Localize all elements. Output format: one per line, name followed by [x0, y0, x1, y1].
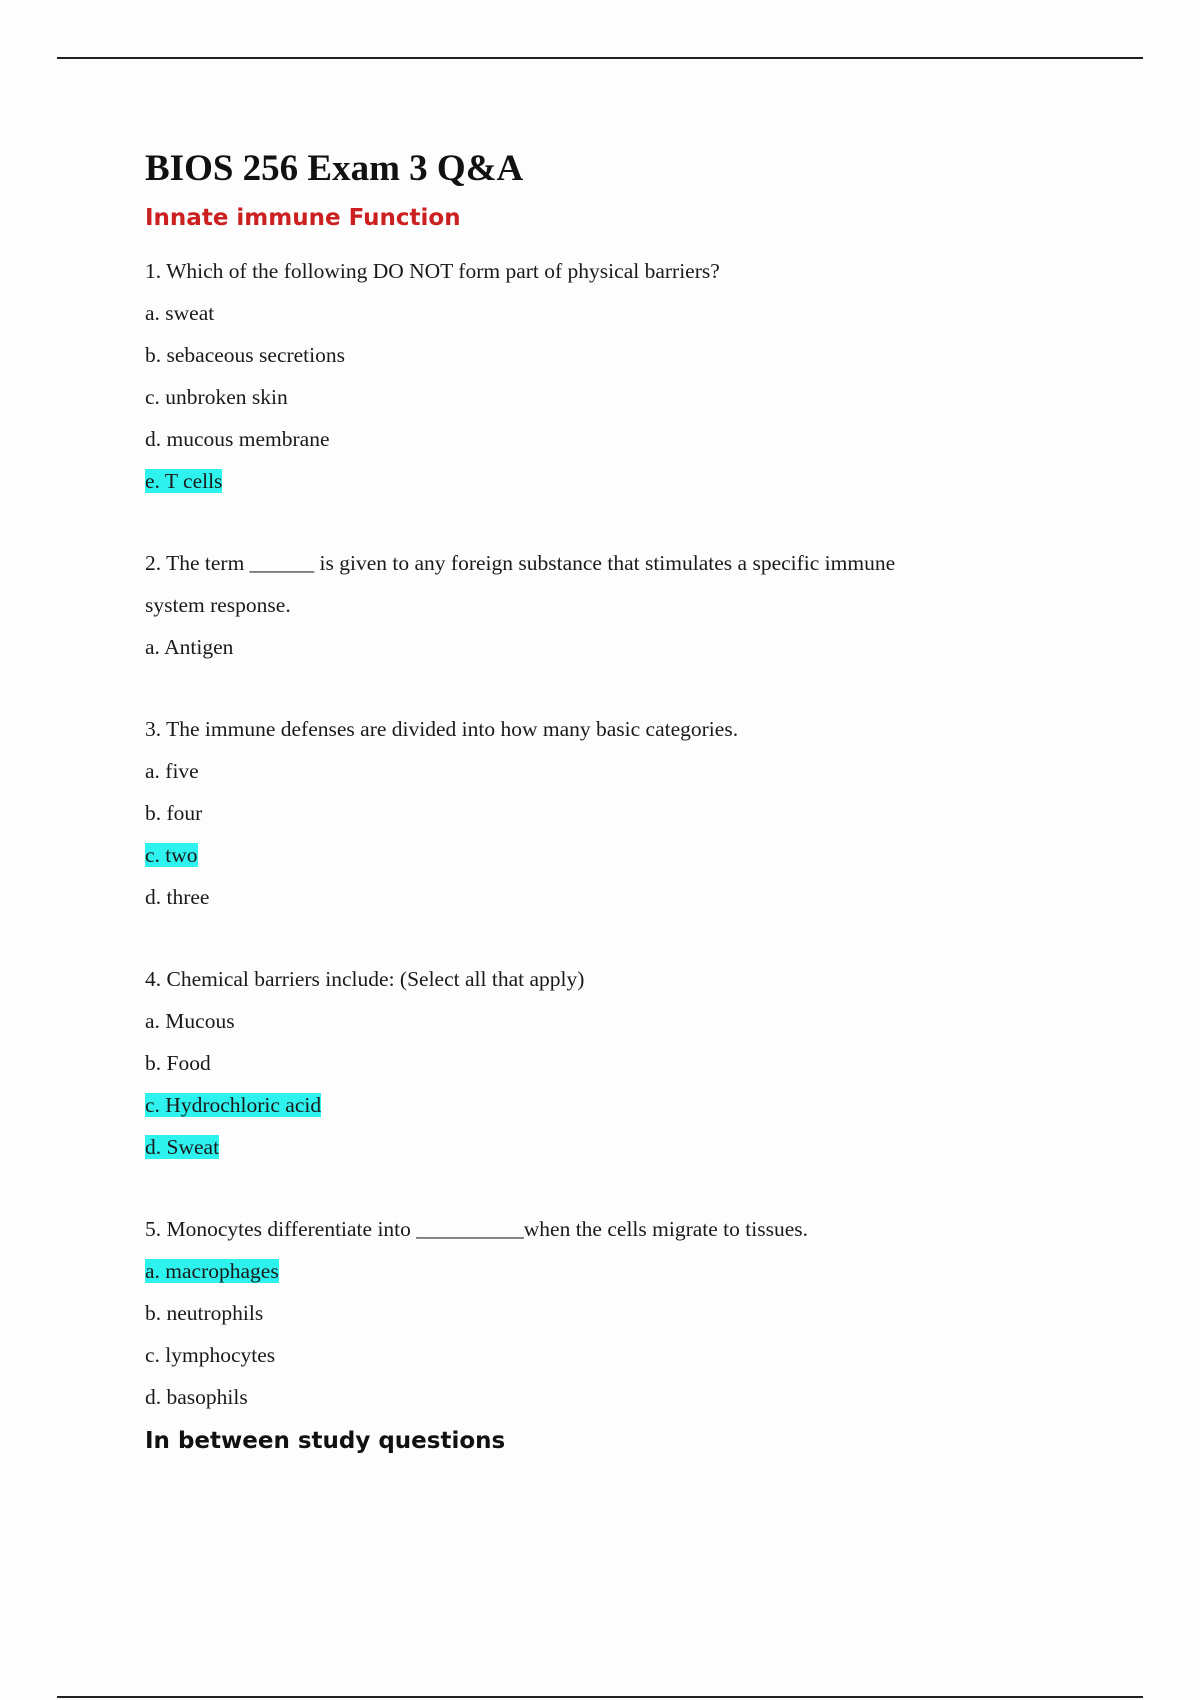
top-rule — [57, 57, 1143, 59]
question-text-continued: system response. — [145, 593, 291, 617]
question-text: 3. The immune defenses are divided into how many basic categories. — [145, 717, 739, 741]
document-title: BIOS 256 Exam 3 Q&A — [145, 148, 524, 189]
answer-option-label: b. neutrophils — [145, 1301, 264, 1325]
document-body — [145, 140, 1045, 1473]
answer-option-label: a. Mucous — [145, 1009, 235, 1033]
answer-option-label: a. five — [145, 759, 199, 783]
question-4 — [145, 958, 1045, 1168]
highlighted-answer: c. Hydrochloric acid — [145, 1093, 322, 1117]
answer-option-label: c. unbroken skin — [145, 385, 288, 409]
question-text: 2. The term ______ is given to any foreign substance that stimulates a specific immune — [145, 551, 896, 575]
correct-answer-option — [145, 1084, 1045, 1126]
next-section-heading: In between study questions — [145, 1428, 506, 1454]
answer-option-label: d. mucous membrane — [145, 427, 330, 451]
answer-option-label: c. lymphocytes — [145, 1343, 276, 1367]
answer-option — [145, 750, 1045, 792]
answer-option — [145, 1376, 1045, 1418]
answer-option — [145, 1292, 1045, 1334]
answer-option-label: d. basophils — [145, 1385, 248, 1409]
question-2 — [145, 542, 1045, 668]
question-text: 1. Which of the following DO NOT form part of physical barriers? — [145, 259, 720, 283]
question-text: 4. Chemical barriers include: (Select all that apply) — [145, 967, 585, 991]
answer-option-label: b. sebaceous secretions — [145, 343, 345, 367]
answer-option — [145, 292, 1045, 334]
answer-option — [145, 418, 1045, 460]
answer-option-label: a. sweat — [145, 301, 215, 325]
answer-option-label: b. Food — [145, 1051, 211, 1075]
bottom-rule — [57, 1696, 1143, 1698]
question-text: 5. Monocytes differentiate into __________when the cells migrate to tissues. — [145, 1217, 808, 1241]
answer-option — [145, 376, 1045, 418]
highlighted-answer: d. Sweat — [145, 1135, 220, 1159]
highlighted-answer: c. two — [145, 843, 198, 867]
answer-option — [145, 792, 1045, 834]
highlighted-answer: e. T cells — [145, 469, 223, 493]
answer-option — [145, 876, 1045, 918]
answer-option-label: d. three — [145, 885, 210, 909]
highlighted-answer: a. macrophages — [145, 1259, 279, 1283]
answer-option — [145, 334, 1045, 376]
correct-answer-option — [145, 460, 1045, 502]
question-5 — [145, 1208, 1045, 1418]
answer-option — [145, 1334, 1045, 1376]
answer-option-label: b. four — [145, 801, 203, 825]
answer-option — [145, 1000, 1045, 1042]
answer-option — [145, 1042, 1045, 1084]
section-heading: Innate immune Function — [145, 205, 461, 231]
question-3 — [145, 708, 1045, 918]
question-1 — [145, 250, 1045, 502]
answer-option — [145, 626, 1045, 668]
correct-answer-option — [145, 834, 1045, 876]
correct-answer-option — [145, 1126, 1045, 1168]
correct-answer-option — [145, 1250, 1045, 1292]
answer-option-label: a. Antigen — [145, 635, 234, 659]
